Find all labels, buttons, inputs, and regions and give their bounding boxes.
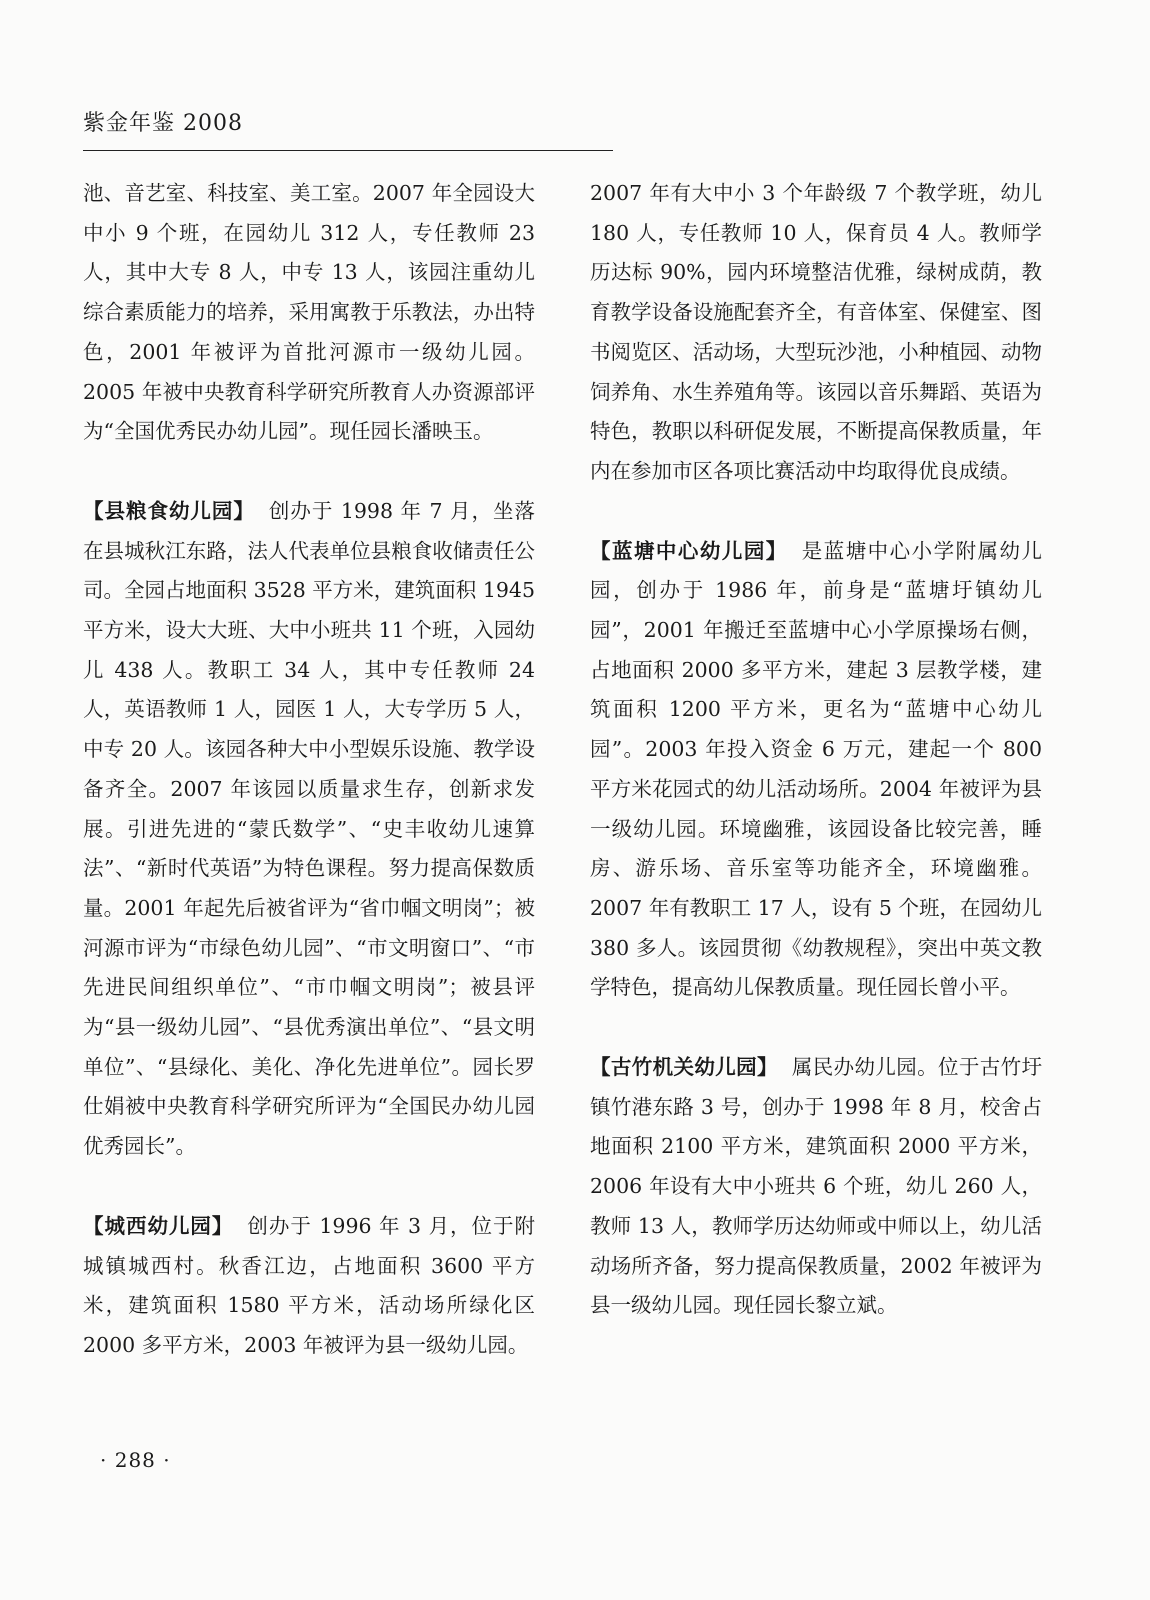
entry-title: 【城西幼儿园】 [83,1213,234,1238]
entry-body: 创办于 1996 年 3 月，位于附城镇城西村。秋香江边，占地面积 3600 平方米，建筑面积 1580 平方米，活动场所绿化区 2000 多平方米，2003 年被评为县一级幼儿园。 [83,1213,536,1357]
entry-body: 创办于 1998 年 7 月，坐落在县城秋江东路，法人代表单位县粮食收储责任公司。全园占地面积 3528 平方米，建筑面积 1945 平方米，设大大班、大中小班共 11 个班，入园幼儿 438 人。教职工 34 人，其中专任教师 24 人，英语教师 1 人，园医 1 人，大专学历 5 人，中专 20 人。该园各种大中小型娱乐设施、教学设备齐全。2007 年该园以质量求生存，创新求发展。引进先进的“蒙氏数学”、“史丰收幼儿速算法”、“新时代英语”为特色课程。努力提高保数质量。2001 年起先后被省评为“省巾帼文明岗”；被河源市评为“市绿色幼儿园”、“市文明窗口”、“市先进民间组织单位”、“市巾帼文明岗”；被县评为“县一级幼儿园”、“县优秀演出单位”、“县文明单位”、“县绿化、美化、净化先进单位”。园长罗仕娟被中央教育科学研究所评为“全国民办幼儿园优秀园长”。 [83,498,536,1159]
entry-title: 【蓝塘中心幼儿园】 [590,538,788,563]
entry-paragraph [590,532,1042,1008]
entry-title: 【古竹机关幼儿园】 [590,1055,778,1080]
left-column [83,174,535,1366]
entry-body: 属民办幼儿园。位于古竹圩镇竹港东路 3 号，创办于 1998 年 8 月，校舍占地面积 2100 平方米，建筑面积 2000 平方米，2006 年设有大中小班共 6 个班，幼儿 260 人，教师 13 人，教师学历达幼师或中师以上，幼儿活动场所齐备，努力提高保教质量，2002 年被评为县一级幼儿园。现任园长黎立斌。 [590,1055,1042,1318]
running-header: 紫金年鉴 2008 [83,111,243,136]
entry-title: 【县粮食幼儿园】 [83,498,255,523]
page-number: · 288 · [100,1448,171,1472]
header-rule [83,150,613,151]
right-column [590,174,1042,1326]
continued-paragraph: 池、音艺室、科技室、美工室。2007 年全园设大中小 9 个班，在园幼儿 312 人，专任教师 23 人，其中大专 8 人，中专 13 人，该园注重幼儿综合素质能力的培养，采用寓教于乐教法，办出特色，2001 年被评为首批河源市一级幼儿园。2005 年被中央教育科学研究所教育人办资源部评为“全国优秀民办幼儿园”。现任园长潘映玉。 [83,181,535,444]
entry-paragraph [590,1048,1042,1326]
entry-paragraph [83,492,535,1167]
entry-body: 是蓝塘中心小学附属幼儿园，创办于 1986 年，前身是“蓝塘圩镇幼儿园”，2001 年搬迁至蓝塘中心小学原操场右侧，占地面积 2000 多平方米，建起 3 层教学楼，建筑面积 1200 平方米，更名为“蓝塘中心幼儿园”。2003 年投入资金 6 万元，建起一个 800 平方米花园式的幼儿活动场所。2004 年被评为县一级幼儿园。环境幽雅，该园设备比较完善，睡房、游乐场、音乐室等功能齐全，环境幽雅。2007 年有教职工 17 人，设有 5 个班，在园幼儿 380 多人。该园贯彻《幼教规程》，突出中英文教学特色，提高幼儿保教质量。现任园长曾小平。 [590,538,1043,1000]
continued-paragraph: 2007 年有大中小 3 个年龄级 7 个教学班，幼儿 180 人，专任教师 10 人，保育员 4 人。教师学历达标 90%，园内环境整洁优雅，绿树成荫，教育教学设备设施配套齐全，有音体室、保健室、图书阅览区、活动场，大型玩沙池，小种植园、动物饲养角、水生养殖角等。该园以音乐舞蹈、英语为特色，教职以科研促发展，不断提高保教质量，年内在参加市区各项比赛活动中均取得优良成绩。 [590,181,1042,483]
entry-paragraph [83,1207,535,1366]
